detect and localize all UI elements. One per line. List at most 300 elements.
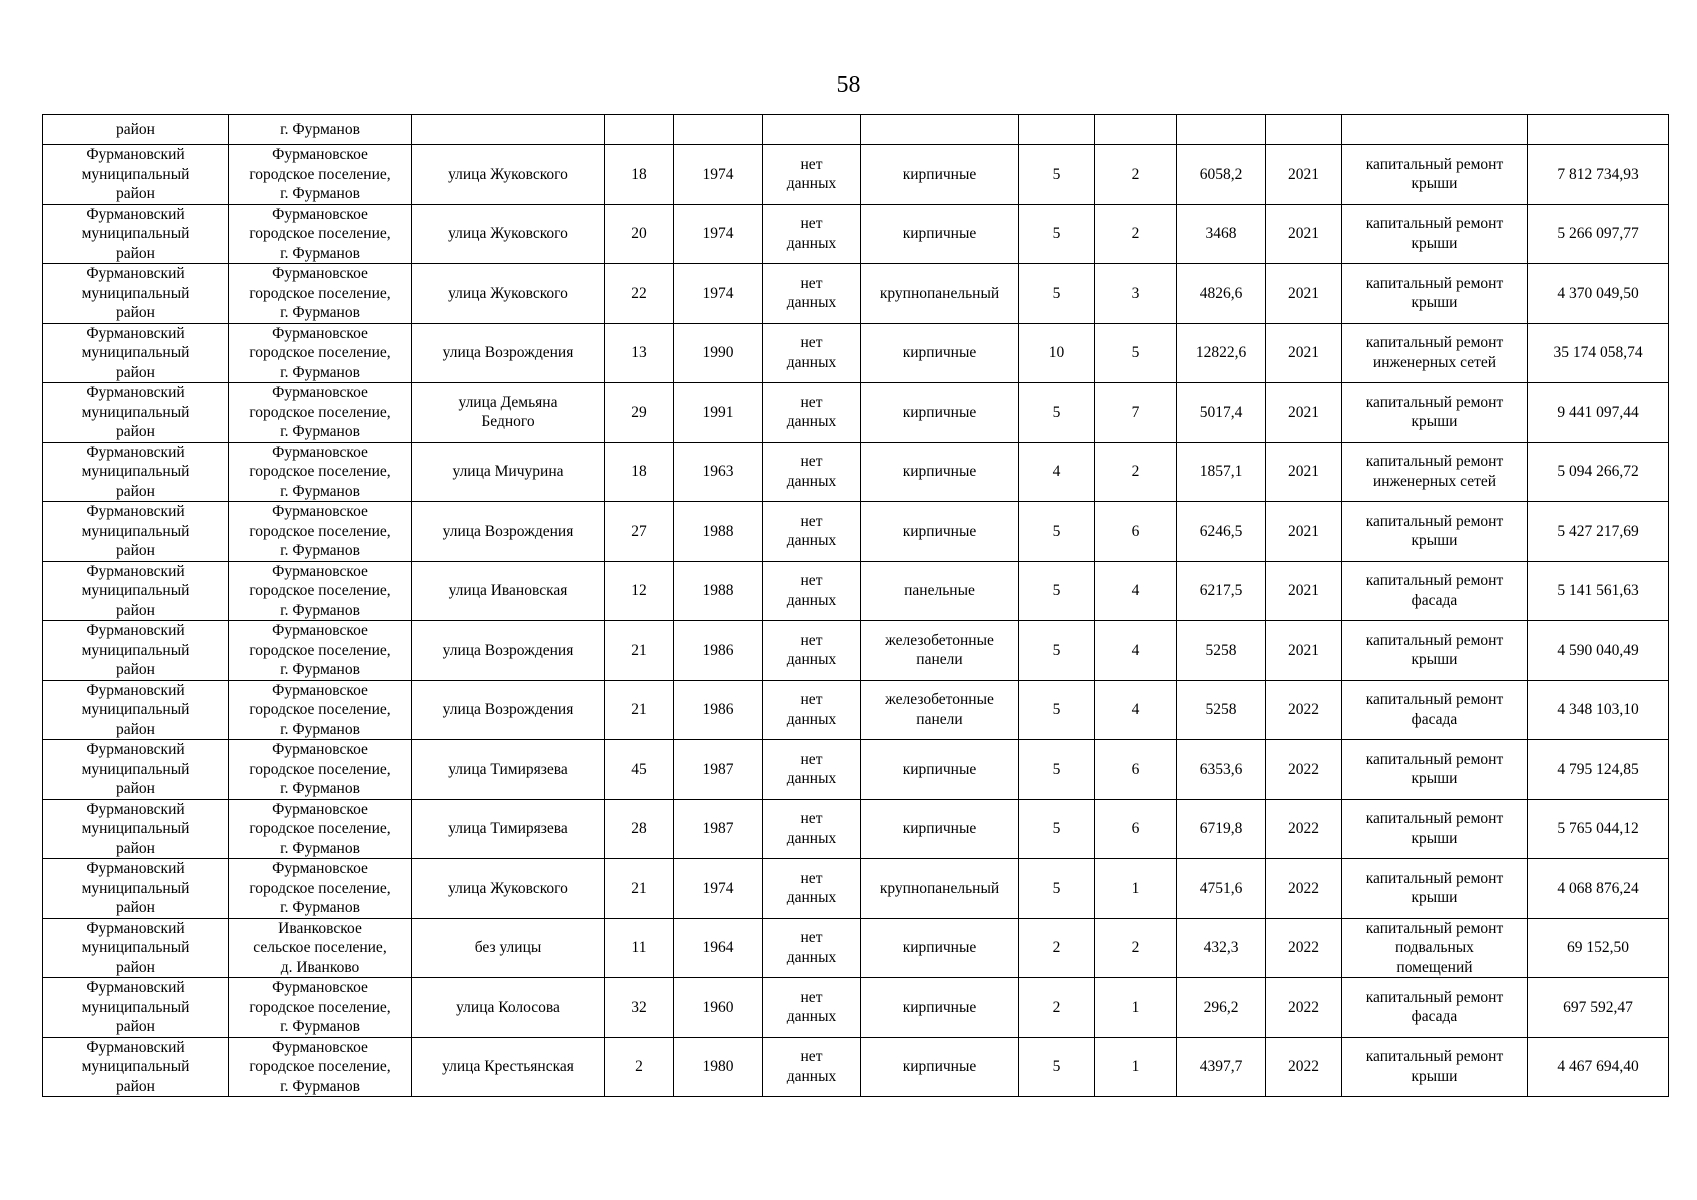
cell-settlement-line: городское поселение, [249, 760, 391, 778]
cell-entrances: 2 [1095, 145, 1177, 205]
cell-settlement-line: Фурмановское [272, 622, 368, 639]
cell-cost: 4 795 124,85 [1528, 740, 1669, 800]
cell-data-line: нет [800, 810, 823, 828]
cell-district-line: район [116, 482, 155, 500]
cell-floors: 5 [1019, 680, 1095, 740]
cell-house: 21 [605, 621, 674, 681]
cell-settlement-line: городское поселение, [249, 820, 391, 837]
cell-area: 4826,6 [1177, 264, 1266, 324]
cell-house [605, 115, 674, 145]
cell-settlement-line: г. Фурманов [280, 1077, 360, 1095]
cell-settlement-line: городское поселение, [249, 403, 391, 421]
cell-work-line: крыши [1411, 889, 1458, 907]
cell-settlement-line: г. Фурманов [280, 839, 360, 857]
table-row [43, 799, 1669, 859]
cell-district [43, 145, 229, 205]
cell-house: 28 [605, 799, 674, 859]
cell-district-line: район [116, 304, 155, 321]
cell-district-line: район [116, 720, 155, 738]
cell-material-line: панельные [904, 582, 975, 599]
cell-settlement [229, 621, 412, 681]
cell-data [763, 859, 861, 919]
cell-street [412, 799, 605, 859]
cell-house: 27 [605, 502, 674, 562]
cell-settlement [229, 799, 412, 859]
cell-street [412, 918, 605, 978]
cell-cost: 4 068 876,24 [1528, 859, 1669, 919]
continued-row [43, 115, 1669, 145]
cell-data [763, 1037, 861, 1097]
cell-data-line: нет [800, 1048, 823, 1066]
cell-settlement [229, 502, 412, 562]
cell-street-line: Бедного [481, 413, 535, 431]
cell-data-line: нет [800, 631, 823, 649]
cell-data-line: нет [800, 274, 823, 292]
cell-district-line: район [116, 839, 155, 857]
cell-work-line: капитальный ремонт [1365, 988, 1504, 1006]
cell-settlement-line: д. Иванково [280, 958, 360, 976]
cell-street-line: улица Жуковского [448, 165, 568, 183]
cell-street [412, 978, 605, 1038]
cell-work-line: крыши [1411, 770, 1458, 788]
cell-district [43, 740, 229, 800]
cell-cost: 5 094 266,72 [1528, 442, 1669, 502]
cell-plan-year: 2021 [1266, 621, 1342, 681]
cell-data [763, 383, 861, 443]
cell-data-line: нет [800, 512, 823, 530]
cell-entrances: 6 [1095, 740, 1177, 800]
cell-data-line: нет [800, 929, 823, 947]
cell-year: 1974 [674, 204, 763, 264]
cell-entrances: 4 [1095, 561, 1177, 621]
cell-district-line: муниципальный [81, 820, 190, 837]
cell-street-line: улица Колосова [456, 998, 560, 1016]
cell-year: 1960 [674, 978, 763, 1038]
cell-material-line: кирпичные [902, 165, 977, 183]
cell-area: 5258 [1177, 621, 1266, 681]
cell-work-line: крыши [1411, 234, 1458, 252]
cell-settlement-line: сельское поселение, [253, 939, 387, 956]
cell-floors: 5 [1019, 204, 1095, 264]
cell-work-line: капитальный ремонт [1365, 334, 1504, 352]
cell-settlement-line: Фурмановское [272, 562, 368, 580]
cell-data-line: нет [800, 988, 823, 1006]
cell-district-line: муниципальный [81, 522, 190, 540]
cell-street-line: улица Ивановская [448, 582, 568, 599]
cell-floors: 5 [1019, 145, 1095, 205]
cell-material-line: кирпичные [902, 403, 977, 421]
cell-data-line: нет [800, 334, 823, 352]
cell-settlement [229, 323, 412, 383]
cell-data-line: данных [786, 294, 837, 312]
cell-settlement-line: городское поселение, [249, 582, 391, 599]
cell-entrances: 7 [1095, 383, 1177, 443]
cell-settlement-line: Иванковское [278, 919, 362, 937]
cell-cost: 35 174 058,74 [1528, 323, 1669, 383]
cell-house: 29 [605, 383, 674, 443]
cell-district-line: Фурмановский [86, 562, 185, 580]
cell-area: 5258 [1177, 680, 1266, 740]
cell-settlement [229, 442, 412, 502]
table-row [43, 859, 1669, 919]
cell-plan-year: 2022 [1266, 859, 1342, 919]
table-row [43, 978, 1669, 1038]
table-row [43, 502, 1669, 562]
cell-work-line: инженерных сетей [1372, 353, 1497, 371]
cell-cost: 5 141 561,63 [1528, 561, 1669, 621]
table-row [43, 561, 1669, 621]
cell-floors: 5 [1019, 799, 1095, 859]
cell-house: 13 [605, 323, 674, 383]
cell-district-line: Фурмановский [86, 860, 185, 877]
table-row [43, 918, 1669, 978]
cell-settlement-line: Фурмановское [272, 205, 368, 223]
cell-district [43, 799, 229, 859]
cell-entrances: 2 [1095, 918, 1177, 978]
cell-material-line: кирпичные [902, 522, 977, 540]
cell-district [43, 978, 229, 1038]
cell-district-line: Фурмановский [86, 1038, 185, 1056]
cell-street [412, 859, 605, 919]
cell-data-line: нет [800, 750, 823, 768]
cell-settlement-line: городское поселение, [249, 1058, 391, 1075]
cell-material [861, 918, 1019, 978]
cell-cost: 69 152,50 [1528, 918, 1669, 978]
cell-street-line: улица Возрождения [442, 344, 574, 361]
cell-material [861, 442, 1019, 502]
cell-district-line: район [116, 423, 155, 440]
cell-plan-year: 2021 [1266, 323, 1342, 383]
cell-data [763, 145, 861, 205]
cell-cost: 7 812 734,93 [1528, 145, 1669, 205]
cell-settlement [229, 918, 412, 978]
table-row [43, 264, 1669, 324]
cell-floors: 5 [1019, 621, 1095, 681]
cell-floors: 4 [1019, 442, 1095, 502]
cell-area: 296,2 [1177, 978, 1266, 1038]
cell-district [43, 621, 229, 681]
cell-material-line: кирпичные [902, 998, 977, 1016]
cell-entrances [1095, 115, 1177, 145]
cell-work-line: капитальный ремонт [1365, 274, 1504, 292]
cell-district-line: Фурмановский [86, 384, 185, 401]
cell-data-line: данных [786, 829, 837, 847]
cell-data [763, 264, 861, 324]
cell-street [412, 145, 605, 205]
cell-settlement-line: г. Фурманов [280, 1018, 360, 1035]
cell-entrances: 4 [1095, 680, 1177, 740]
cell-work-line: капитальный ремонт [1365, 155, 1504, 173]
cell-material [861, 264, 1019, 324]
cell-data-line: нет [800, 453, 823, 471]
cell-entrances: 3 [1095, 264, 1177, 324]
cell-material-line: крупнопанельный [879, 879, 1000, 897]
cell-material [861, 621, 1019, 681]
cell-material-line: крупнопанельный [879, 284, 1000, 302]
cell-work-line: капитальный ремонт [1365, 691, 1504, 709]
cell-settlement-line: городское поселение, [249, 165, 391, 183]
cell-work-line: крыши [1411, 413, 1458, 431]
cell-district-line: Фурмановский [86, 979, 185, 996]
cell-settlement [229, 740, 412, 800]
cell-district-line: муниципальный [81, 879, 190, 897]
cell-data-line: данных [786, 532, 837, 550]
cell-material-line: железобетонные [885, 691, 994, 709]
cell-year: 1990 [674, 323, 763, 383]
cell-work-line: капитальный ремонт [1365, 1048, 1504, 1066]
cell-floors: 5 [1019, 383, 1095, 443]
cell-work-line: крыши [1411, 532, 1458, 550]
cell-area: 3468 [1177, 204, 1266, 264]
cell-house: 2 [605, 1037, 674, 1097]
cell-district-line: муниципальный [81, 403, 190, 421]
cell-data-line: данных [786, 770, 837, 788]
cell-work-line: фасада [1411, 1008, 1458, 1026]
cell-plan-year: 2021 [1266, 502, 1342, 562]
cell-house: 32 [605, 978, 674, 1038]
cell-district-line: район [116, 1077, 155, 1095]
cell-material [861, 799, 1019, 859]
cell-floors: 2 [1019, 918, 1095, 978]
cell-work [1342, 918, 1528, 978]
cell-material [861, 561, 1019, 621]
table-row [43, 740, 1669, 800]
cell-data-line: данных [786, 710, 837, 728]
cell-work [1342, 323, 1528, 383]
cell-district-line: Фурмановский [86, 622, 185, 639]
cell-plan-year: 2022 [1266, 680, 1342, 740]
cell-work [1342, 740, 1528, 800]
cell-data-line: данных [786, 591, 837, 609]
cell-year: 1974 [674, 145, 763, 205]
cell-work-line: крыши [1411, 1067, 1458, 1085]
cell-data-line: нет [800, 869, 823, 887]
cell-street [412, 621, 605, 681]
cell-area: 6058,2 [1177, 145, 1266, 205]
cell-data-line: нет [800, 215, 823, 233]
cell-data-line: данных [786, 413, 837, 431]
cell-work-line: крыши [1411, 294, 1458, 312]
cell-street [412, 442, 605, 502]
cell-street [412, 264, 605, 324]
cell-material-line: кирпичные [902, 225, 977, 242]
cell-settlement-line: г. Фурманов [280, 423, 360, 440]
cell-entrances: 4 [1095, 621, 1177, 681]
cell-material-line: железобетонные [885, 631, 994, 649]
cell-house: 21 [605, 859, 674, 919]
cell-street-line: улица Жуковского [448, 879, 568, 897]
cell-entrances: 2 [1095, 204, 1177, 264]
cell-data [763, 502, 861, 562]
cell-work [1342, 502, 1528, 562]
cell-work-line: капитальный ремонт [1365, 215, 1504, 233]
cell-work-line: капитальный ремонт [1365, 750, 1504, 768]
cell-area: 5017,4 [1177, 383, 1266, 443]
cell-street-line: улица Крестьянская [442, 1058, 574, 1075]
cell-year: 1964 [674, 918, 763, 978]
cell-settlement-line: городское поселение, [249, 998, 391, 1016]
cell-work-line: подвальных [1395, 939, 1474, 956]
cell-area: 6719,8 [1177, 799, 1266, 859]
cell-settlement-line: городское поселение, [249, 225, 391, 242]
cell-house: 12 [605, 561, 674, 621]
cell-year: 1991 [674, 383, 763, 443]
cell-material [861, 323, 1019, 383]
cell-work [1342, 978, 1528, 1038]
cell-material [861, 680, 1019, 740]
cell-data-line: данных [786, 472, 837, 490]
cell-district-line: Фурмановский [86, 443, 185, 461]
cell-work [1342, 145, 1528, 205]
cell-cost: 5 266 097,77 [1528, 204, 1669, 264]
cell-settlement-line: г. Фурманов [280, 661, 360, 678]
cell-district-line: район [116, 542, 155, 559]
cell-plan-year: 2021 [1266, 204, 1342, 264]
cell-data-line: данных [786, 889, 837, 907]
cell-district-line: район [116, 780, 155, 797]
cell-work-line: капитальный ремонт [1365, 810, 1504, 828]
cell-district [43, 204, 229, 264]
cell-district-line: муниципальный [81, 1058, 190, 1075]
cell-settlement-line: Фурмановское [272, 384, 368, 401]
cell-year: 1987 [674, 740, 763, 800]
cell-work-line: капитальный ремонт [1365, 919, 1504, 937]
cell-entrances: 6 [1095, 502, 1177, 562]
cell-settlement: г. Фурманов [229, 115, 412, 145]
cell-data [763, 978, 861, 1038]
cell-entrances: 1 [1095, 859, 1177, 919]
cell-plan-year: 2022 [1266, 740, 1342, 800]
cell-work-line: фасада [1411, 710, 1458, 728]
cell-work-line: помещений [1396, 958, 1473, 976]
cell-settlement-line: Фурмановское [272, 265, 368, 282]
cell-plan-year: 2021 [1266, 561, 1342, 621]
cell-settlement-line: Фурмановское [272, 979, 368, 996]
cell-year: 1988 [674, 502, 763, 562]
cell-data-line: данных [786, 948, 837, 966]
cell-settlement-line: городское поселение, [249, 344, 391, 361]
cell-floors: 2 [1019, 978, 1095, 1038]
cell-material [861, 1037, 1019, 1097]
cell-district-line: Фурмановский [86, 919, 185, 937]
cell-district-line: Фурмановский [86, 265, 185, 282]
cell-settlement-line: г. Фурманов [280, 363, 360, 381]
cell-work-line: крыши [1411, 651, 1458, 669]
cell-district-line: район [116, 185, 155, 202]
cell-street-line: улица Возрождения [442, 701, 574, 718]
cell-data-line: нет [800, 155, 823, 173]
cell-plan-year: 2022 [1266, 1037, 1342, 1097]
cell-work-line: капитальный ремонт [1365, 869, 1504, 887]
cell-settlement-line: городское поселение, [249, 522, 391, 540]
cell-settlement-line: г. Фурманов [280, 780, 360, 797]
cell-work [1342, 561, 1528, 621]
table-body [43, 115, 1669, 1097]
cell-settlement-line: Фурмановское [272, 324, 368, 342]
cell-district [43, 323, 229, 383]
cell-district-line: район [116, 601, 155, 619]
cell-year: 1988 [674, 561, 763, 621]
cell-settlement [229, 264, 412, 324]
cell-settlement-line: Фурмановское [272, 741, 368, 758]
cell-work-line: капитальный ремонт [1365, 453, 1504, 471]
cell-street-line: улица Жуковского [448, 284, 568, 302]
cell-settlement-line: г. Фурманов [280, 244, 360, 262]
cell-street-line: улица Тимирязева [448, 760, 568, 778]
cell-district-line: Фурмановский [86, 681, 185, 699]
cell-house: 18 [605, 145, 674, 205]
cell-district-line: муниципальный [81, 939, 190, 956]
cell-plan-year [1266, 115, 1342, 145]
cell-material-line: кирпичные [902, 760, 977, 778]
cell-district [43, 680, 229, 740]
cell-data-line: нет [800, 572, 823, 590]
cell-settlement-line: городское поселение, [249, 641, 391, 659]
cell-material [861, 978, 1019, 1038]
cell-street [412, 323, 605, 383]
cell-district-line: муниципальный [81, 582, 190, 599]
cell-street [412, 561, 605, 621]
cell-settlement-line: городское поселение, [249, 284, 391, 302]
cell-settlement-line: Фурмановское [272, 800, 368, 818]
housing-repair-table [42, 114, 1669, 1097]
cell-area [1177, 115, 1266, 145]
cell-area: 4751,6 [1177, 859, 1266, 919]
cell-work [1342, 264, 1528, 324]
cell-settlement-line: Фурмановское [272, 681, 368, 699]
cell-work [1342, 1037, 1528, 1097]
cell-work-line: капитальный ремонт [1365, 631, 1504, 649]
cell-work [1342, 680, 1528, 740]
cell-cost: 9 441 097,44 [1528, 383, 1669, 443]
cell-district-line: Фурмановский [86, 324, 185, 342]
cell-street [412, 740, 605, 800]
cell-material-line: панели [916, 710, 963, 728]
cell-district [43, 561, 229, 621]
cell-plan-year: 2022 [1266, 799, 1342, 859]
cell-data-line: данных [786, 234, 837, 252]
cell-settlement-line: городское поселение, [249, 463, 391, 480]
cell-cost: 4 467 694,40 [1528, 1037, 1669, 1097]
cell-data [763, 561, 861, 621]
cell-district-line: Фурмановский [86, 146, 185, 163]
cell-year: 1986 [674, 680, 763, 740]
cell-house: 20 [605, 204, 674, 264]
cell-floors: 10 [1019, 323, 1095, 383]
cell-work-line: капитальный ремонт [1365, 512, 1504, 530]
table-row [43, 621, 1669, 681]
cell-street [412, 204, 605, 264]
cell-work [1342, 204, 1528, 264]
cell-area: 6246,5 [1177, 502, 1266, 562]
cell-work-line: капитальный ремонт [1365, 572, 1504, 590]
cell-street [412, 680, 605, 740]
cell-settlement [229, 561, 412, 621]
cell-plan-year: 2021 [1266, 442, 1342, 502]
cell-settlement-line: г. Фурманов [280, 185, 360, 202]
cell-plan-year: 2021 [1266, 145, 1342, 205]
table-row [43, 383, 1669, 443]
cell-work [1342, 859, 1528, 919]
cell-settlement-line: г. Фурманов [280, 482, 360, 500]
cell-street [412, 115, 605, 145]
cell-area: 6353,6 [1177, 740, 1266, 800]
cell-floors: 5 [1019, 502, 1095, 562]
page-number: 58 [836, 72, 861, 98]
cell-area: 4397,7 [1177, 1037, 1266, 1097]
table-row [43, 442, 1669, 502]
cell-district-line: Фурмановский [86, 503, 185, 520]
